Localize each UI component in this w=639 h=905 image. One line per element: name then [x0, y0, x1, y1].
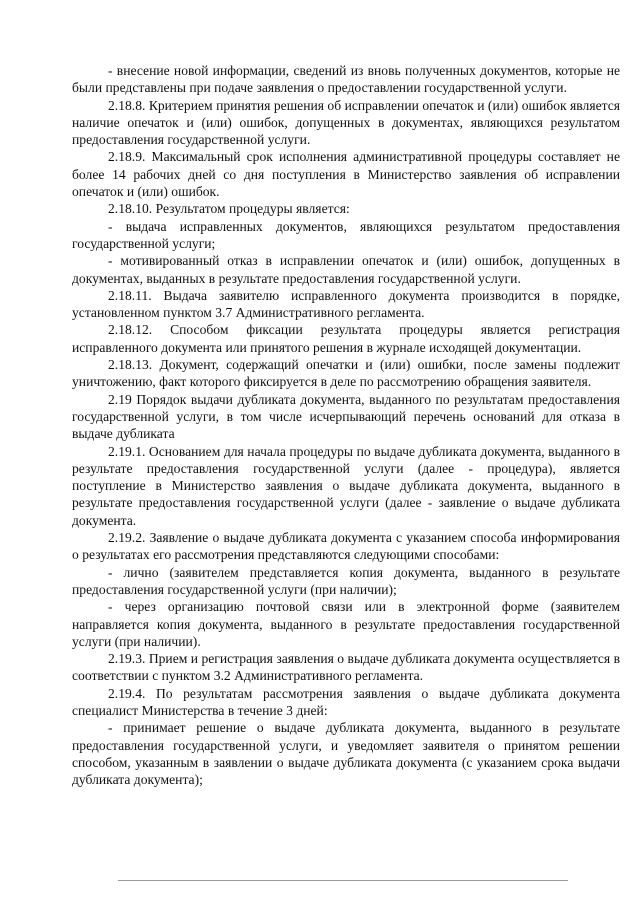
- paragraph-result-issue: - выдача исправленных документов, являющихся результатом предоставления государственной услуги;: [72, 218, 620, 251]
- paragraph-2-18-13: 2.18.13. Документ, содержащий опечатки и (или) ошибки, после замены подлежит уничтожению, факт которого фиксируется в деле по рассмотрению обращения заявителя.: [72, 357, 620, 390]
- paragraph-2-18-11: 2.18.11. Выдача заявителю исправленного документа производится в порядке, установленном пунктом 3.7 Административного регламента.: [72, 287, 620, 321]
- document-body: [72, 62, 620, 788]
- paragraph-2-19: 2.19 Порядок выдачи дубликата документа, выданного по результатам предоставления государственной услуги, в том числе исчерпывающий перечень оснований для отказа в выдаче дубликата: [72, 391, 620, 442]
- paragraph-2-18-8: 2.18.8. Критерием принятия решения об исправлении опечаток и (или) ошибок является наличие опечаток и (или) ошибок, допущенных в документах, являющихся результатом предоставления государственной услуги.: [72, 97, 620, 148]
- paragraph-decision: - принимает решение о выдаче дубликата документа, выданного в результате предоставления государственной услуги, и уведомляет заявителя о принятом решении способом, указанным в заявлении о выдаче дубликата документа (с указанием срока выдачи дубликата документа);: [72, 720, 620, 788]
- paragraph-result-refusal: - мотивированный отказ в исправлении опечаток и (или) ошибок, допущенных в документах, выданных в результате предоставления государственной услуги.: [72, 253, 620, 286]
- footer-divider: [118, 880, 568, 881]
- paragraph-method-post: - через организацию почтовой связи или в электронной форме (заявителем направляется копия документа, выданного в результате предоставления государственной услуги (при наличии).: [72, 599, 620, 649]
- paragraph-method-in-person: - лично (заявителем представляется копия документа, выданного в результате предоставления государственной услуги (при наличии);: [72, 564, 620, 597]
- paragraph-new-info: - внесение новой информации, сведений из вновь полученных документов, которые не были представлены при подаче заявления о предоставлении государственной услуги.: [72, 63, 620, 96]
- paragraph-2-18-12: 2.18.12. Способом фиксации результата процедуры является регистрация исправленного документа или принятого решения в журнале исходящей документации.: [72, 322, 620, 355]
- paragraph-2-19-4: 2.19.4. По результатам рассмотрения заявления о выдаче дубликата документа специалист Министерства в течение 3 дней:: [72, 685, 620, 718]
- paragraph-2-19-2: 2.19.2. Заявление о выдаче дубликата документа с указанием способа информирования о результатах его рассмотрения представляются следующими способами:: [72, 530, 620, 563]
- paragraph-2-18-9: 2.18.9. Максимальный срок исполнения административной процедуры составляет не более 14 рабочих дней со дня поступления в Министерство заявления об исправлении опечаток и (или) ошибок.: [72, 149, 620, 200]
- paragraph-2-19-1: 2.19.1. Основанием для начала процедуры по выдаче дубликата документа, выданного в результате предоставления государственной услуги (далее - процедура), является поступление в Министерство заявления о выдаче дубликата документа, выданного в результате предоставления государственной услуги (далее - заявление о выдаче дубликата документа.: [72, 443, 620, 528]
- paragraph-2-18-10: 2.18.10. Результатом процедуры является:: [108, 201, 350, 217]
- paragraph-2-19-3: 2.19.3. Прием и регистрация заявления о выдаче дубликата документа осуществляется в соответствии с пунктом 3.2 Административного регламента.: [72, 651, 620, 684]
